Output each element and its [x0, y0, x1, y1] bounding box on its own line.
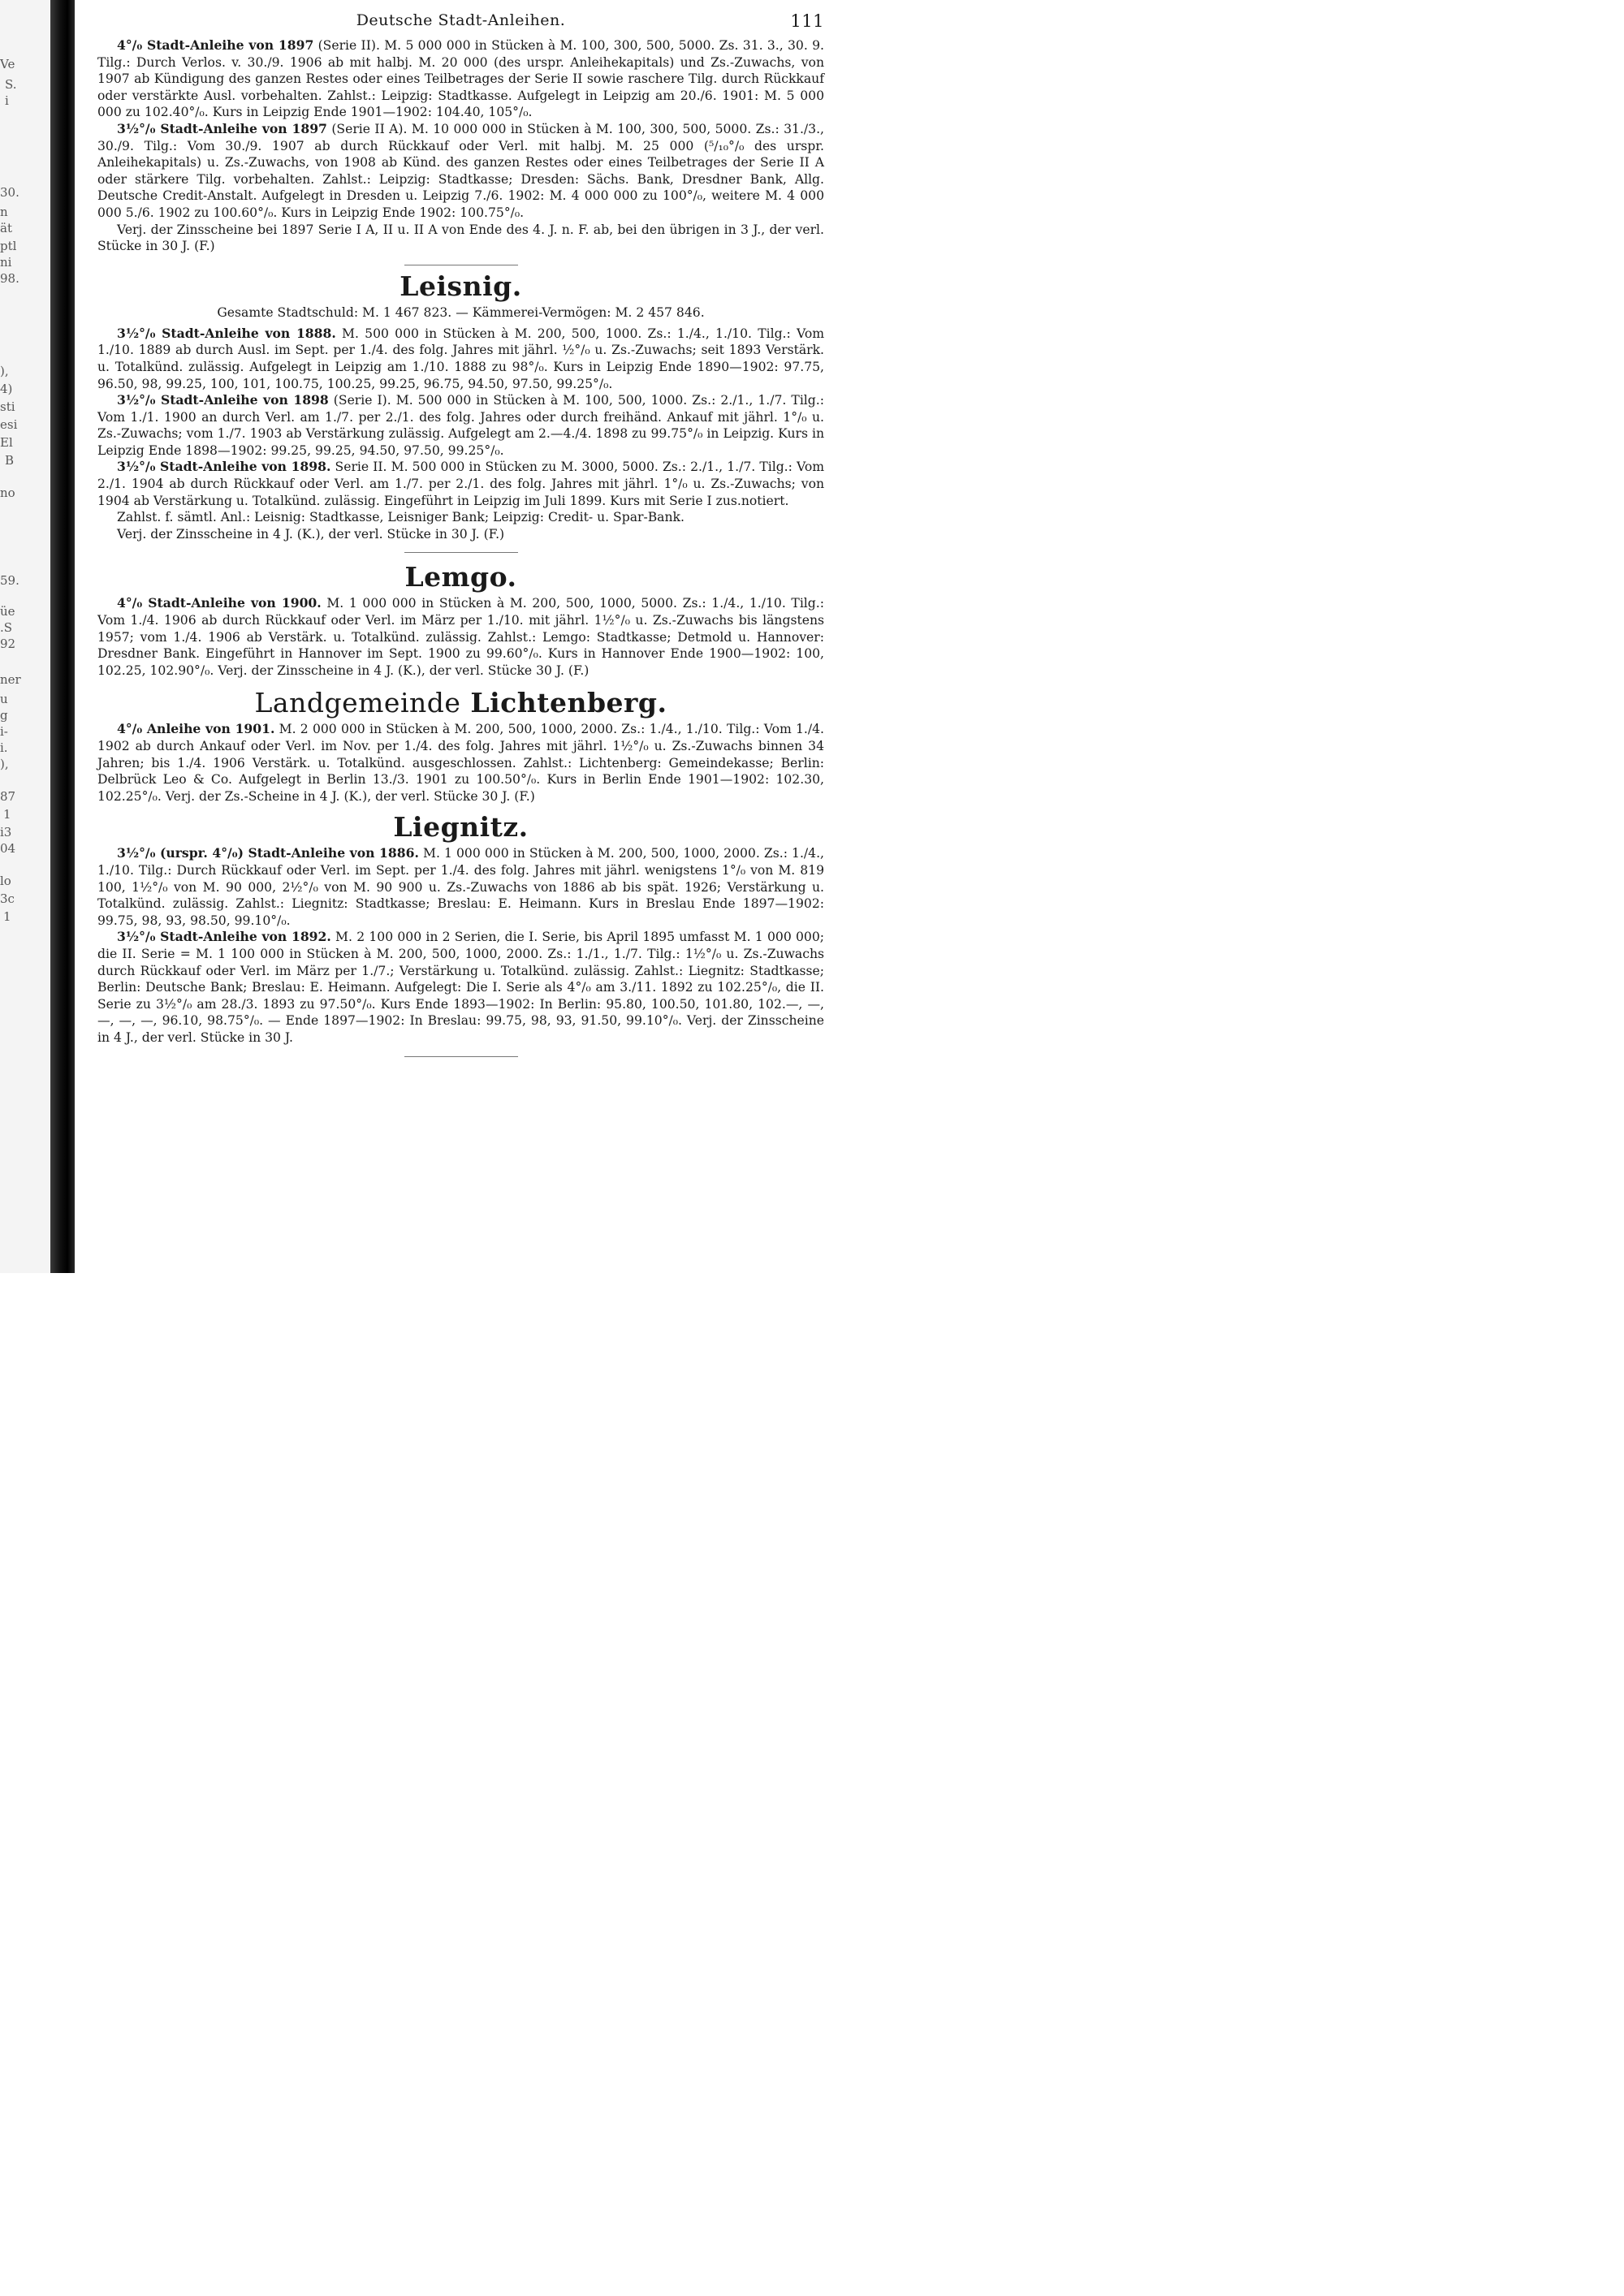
section-leisnig: [97, 270, 824, 543]
bond-entry-text: M. 2 100 000 in 2 Serien, die I. Serie, bis April 1895 umfasst M. 1 000 000; die II. Serie = M. 1 100 000 in Stücken à M. 200, 500, 1000, 2000. Zs.: 1./1., 1./7. Tilg.: 1½°/₀ u. Zs.-Zuwachs durch Rückkauf oder Verl. im März per 1./7.; Verstärkung u. Totalkünd. zulässig. Zahlst.: Liegnitz: Stadtkasse; Berlin: Deutsche Bank; Breslau: E. Heimann. Aufgelegt: Die I. Serie als 4°/₀ am 3./11. 1892 zu 102.25°/₀, die II. Serie zu 3½°/₀ am 28./3. 1893 zu 97.50°/₀. Kurs Ende 1893—1902: In Berlin: 95.80, 100.50, 101.80, 102.—, —, —, —, —, 96.10, 98.75°/₀. — Ende 1897—1902: In Breslau: 99.75, 98, 93, 91.50, 99.10°/₀. Verj. der Zinsscheine in 4 J., der verl. Stücke in 30 J.: [97, 930, 824, 1045]
bond-entry: [97, 392, 824, 459]
left-page-fragment: 30.: [0, 185, 19, 200]
section-liegnitz: [97, 811, 824, 1046]
bond-entry: [97, 845, 824, 929]
paying-agents-note: Zahlst. f. sämtl. Anl.: Leisnig: Stadtkasse, Leisniger Bank; Leipzig: Credit- u. Spar-Bank.: [117, 510, 685, 525]
page-number: 111: [790, 11, 824, 31]
section-title: Liegnitz.: [393, 811, 529, 844]
bond-entry-text: M. 1 000 000 in Stücken à M. 200, 500, 1000, 5000. Zs.: 1./4., 1./10. Tilg.: Vom 1./4. 1906 ab durch Rückkauf oder Verl. im März per 1./10. mit jährl. 1½°/₀ u. Zs.-Zuwachs bis längstens 1957; vom 1./4. 1906 ab Verstärk. u. Totalkünd. zulässig. Zahlst.: Lemgo: Stadtkasse; Detmold u. Hannover: Dresdner Bank. Eingeführt in Hannover im Sept. 1900 zu 99.60°/₀. Kurs in Hannover Ende 1900—1902: 100, 102.25, 102.90°/₀. Verj. der Zinsscheine in 4 J. (K.), der verl. Stücke 30 J. (F.): [97, 596, 824, 678]
left-page-fragment: esi: [0, 417, 18, 432]
bond-entry: [97, 929, 824, 1046]
left-page-fragment: ner: [0, 672, 21, 687]
limitation-note: [97, 222, 824, 255]
section-title-name: Lichtenberg.: [470, 687, 667, 719]
left-page-edge: [0, 0, 50, 1273]
bond-entry: [97, 121, 824, 222]
bond-entry-heading: 4°/₀ Stadt-Anleihe von 1897: [117, 37, 314, 53]
bond-entry-text: M. 2 000 000 in Stücken à M. 200, 500, 1000, 2000. Zs.: 1./4., 1./10. Tilg.: Vom 1./4. 1902 ab durch Ankauf oder Verl. im Nov. per 1./4. des folg. Jahres mit jährl. 1½°/₀ u. Zs.-Zuwachs binnen 34 Jahren; bis 1./4. 1906 Verstärk. u. Totalkünd. ausgeschlossen. Zahlst.: Lichtenberg: Gemeindekasse; Berlin: Delbrück Leo & Co. Aufgelegt in Berlin 13./3. 1901 zu 100.50°/₀. Kurs in Berlin Ende 1901—1902: 102.30, 102.25°/₀. Verj. der Zs.-Scheine in 4 J. (K.), der verl. Stücke 30 J. (F.): [97, 722, 824, 804]
section-lemgo: [97, 561, 824, 679]
left-page-fragment: ),: [0, 364, 9, 378]
bond-entry: [97, 459, 824, 509]
left-page-fragment: .S: [0, 620, 13, 635]
bond-entry-heading: 3½°/₀ Stadt-Anleihe von 1898: [117, 392, 329, 408]
municipal-debt-summary: Gesamte Stadtschuld: M. 1 467 823. — Kämmerei-Vermögen: M. 2 457 846.: [217, 304, 705, 320]
left-page-fragment: no: [0, 486, 15, 500]
bond-entry-heading: 3½°/₀ (urspr. 4°/₀) Stadt-Anleihe von 1886.: [117, 845, 419, 861]
bond-entry: [97, 595, 824, 679]
running-header: [97, 11, 824, 37]
left-page-fragment: 1: [3, 807, 11, 822]
left-page-fragment: El: [0, 435, 13, 450]
section-divider: [404, 552, 518, 553]
book-spine-shadow: [50, 0, 75, 1273]
bond-entry: [97, 721, 824, 805]
left-page-fragment: lo: [0, 874, 11, 888]
section-title: Leisnig.: [400, 270, 522, 302]
left-page-fragment: Ve: [0, 57, 15, 71]
section-title: Lemgo.: [404, 561, 517, 593]
left-page-fragment: ptl: [0, 239, 17, 253]
left-page-fragment: 1: [3, 909, 11, 924]
left-page-fragment: u: [0, 692, 8, 706]
left-page-fragment: i3: [0, 825, 12, 839]
left-page-fragment: 92: [0, 637, 16, 651]
left-page-fragment: üe: [0, 604, 15, 619]
section-title-prefix: Landgemeinde: [254, 687, 461, 719]
left-page-fragment: S.: [5, 77, 17, 92]
bond-entry-text: (Serie I). M. 500 000 in Stücken à M. 100, 500, 1000. Zs.: 2./1., 1./7. Tilg.: Vom 1./1. 1900 an durch Verl. am 1./7. per 2./1. des folg. Jahres oder durch freihänd. Ankauf mit jährl. 1°/₀ u. Zs.-Zuwachs; vom 1./7. 1903 ab Verstärkung zulässig. Aufgelegt am 2.—4./4. 1898 zu 99.75°/₀ in Leipzig. Kurs in Leipzig Ende 1898—1902: 99.25, 99.25, 94.50, 97.50, 99.25°/₀.: [97, 393, 824, 458]
left-page-fragment: 59.: [0, 573, 19, 588]
left-page-fragment: ),: [0, 757, 9, 771]
left-page-fragment: sti: [0, 399, 15, 414]
left-page-fragment: ni: [0, 255, 12, 270]
limitation-note-text: Verj. der Zinsscheine bei 1897 Serie I A, II u. II A von Ende des 4. J. n. F. ab, bei den übrigen in 3 J., der verl. Stücke in 30 J. (F.): [97, 222, 824, 254]
section-lichtenberg: [97, 687, 824, 805]
left-page-fragment: 04: [0, 841, 16, 856]
limitation-note: Verj. der Zinsscheine in 4 J. (K.), der verl. Stücke in 30 J. (F.): [117, 526, 505, 542]
bond-entry-text: (Serie II). M. 5 000 000 in Stücken à M. 100, 300, 500, 5000. Zs. 31. 3., 30. 9. Tilg.: Durch Verlos. v. 30./9. 1906 ab mit halbj. M. 20 000 (des urspr. Anleihekapitals) und Zs.-Zuwachs, von 1907 ab Kündigung des ganzen Restes oder eines Teilbetrages der Serie II sowie raschere Tilg. durch Rückkauf oder verstärkte Ausl. vorbehalten. Zahlst.: Leipzig: Stadtkasse. Aufgelegt in Leipzig am 20./6. 1901: M. 5 000 000 zu 102.40°/₀. Kurs in Leipzig Ende 1901—1902: 104.40, 105°/₀.: [97, 38, 824, 120]
bond-entry: [97, 37, 824, 121]
section-leipzig-continued: [97, 37, 824, 255]
left-page-fragment: 98.: [0, 271, 19, 286]
bond-entry-text: M. 500 000 in Stücken à M. 200, 500, 1000. Zs.: 1./4., 1./10. Tilg.: Vom 1./10. 1889 ab durch Ausl. im Sept. per 1./4. des folg. Jahres mit jährl. ½°/₀ u. Zs.-Zuwachs; seit 1893 Verstärk. u. Totalkünd. zulässig. Aufgelegt in Leipzig am 1./10. 1888 zu 98°/₀. Kurs in Leipzig Ende 1890—1902: 97.75, 96.50, 98, 99.25, 100, 101, 100.75, 100.25, 99.25, 96.75, 94.50, 97.50, 99.25°/₀.: [97, 326, 824, 391]
left-page-fragment: 4): [0, 382, 13, 396]
left-page-fragment: g: [0, 708, 8, 723]
section-title: [97, 687, 824, 719]
bond-entry-heading: 4°/₀ Anleihe von 1901.: [117, 721, 275, 737]
bond-entry-text: M. 1 000 000 in Stücken à M. 200, 500, 1000, 2000. Zs.: 1./4., 1./10. Tilg.: Durch Rückkauf oder Verl. im Sept. per 1./4. des folg. Jahres mit jährl. wenigstens 1°/₀ von M. 819 100, 1½°/₀ von M. 90 000, 2½°/₀ von M. 90 900 u. Zs.-Zuwachs von 1886 ab bis spät. 1926; Verstärkung u. Totalkünd. zulässig. Zahlst.: Liegnitz: Stadtkasse; Breslau: E. Heimann. Kurs in Breslau Ende 1897—1902: 99.75, 98, 93, 98.50, 99.10°/₀.: [97, 846, 825, 928]
bond-entry-heading: 3½°/₀ Stadt-Anleihe von 1888.: [117, 325, 336, 341]
bond-entry-text: Serie II. M. 500 000 in Stücken zu M. 3000, 5000. Zs.: 2./1., 1./7. Tilg.: Vom 2./1. 1904 ab durch Rückkauf oder Verl. am 1./7. per 2./1. des folg. Jahres mit jährl. 1°/₀ u. Zs.-Zuwachs; von 1904 ab Verstärkung u. Totalkünd. zulässig. Eingeführt in Leipzig im Juli 1899. Kurs mit Serie I zus.notiert.: [97, 460, 824, 508]
bond-entry-heading: 3½°/₀ Stadt-Anleihe von 1892.: [117, 929, 331, 945]
section-divider: [404, 1056, 518, 1057]
left-page-fragment: 3c: [0, 891, 15, 906]
running-header-title: Deutsche Stadt-Anleihen.: [356, 11, 566, 29]
left-page-fragment: n: [0, 205, 8, 219]
left-page-fragment: i: [5, 93, 9, 108]
bond-entry: [97, 326, 824, 392]
left-page-fragment: 87: [0, 789, 16, 804]
left-page-fragment: B: [5, 453, 15, 468]
left-page-fragment: i.: [0, 740, 8, 755]
left-page-fragment: i-: [0, 724, 8, 739]
book-page: [97, 11, 824, 1062]
bond-entry-heading: 3½°/₀ Stadt-Anleihe von 1898.: [117, 459, 331, 475]
bond-entry-heading: 4°/₀ Stadt-Anleihe von 1900.: [117, 595, 322, 611]
bond-entry-heading: 3½°/₀ Stadt-Anleihe von 1897: [117, 120, 327, 136]
bond-entry-text: (Serie II A). M. 10 000 000 in Stücken à M. 100, 300, 500, 5000. Zs.: 31./3., 30./9. Tilg.: Vom 30./9. 1907 ab durch Rückkauf oder Verl. mit halbj. M. 25 000 (⁵/₁₀°/₀ des urspr. Anleihekapitals) u. Zs.-Zuwachs, von 1908 ab Künd. des ganzen Restes oder eines Teilbetrages der Serie II A oder stärkere Tilg. vorbehalten. Zahlst.: Leipzig: Stadtkasse; Dresden: Sächs. Bank, Dresdner Bank, Allg. Deutsche Credit-Anstalt. Aufgelegt in Dresden u. Leipzig 7./6. 1902: M. 4 000 000 zu 100°/₀, weitere M. 4 000 000 5./6. 1902 zu 100.60°/₀. Kurs in Leipzig Ende 1902: 100.75°/₀.: [97, 121, 824, 220]
left-page-fragment: ät: [0, 221, 12, 235]
